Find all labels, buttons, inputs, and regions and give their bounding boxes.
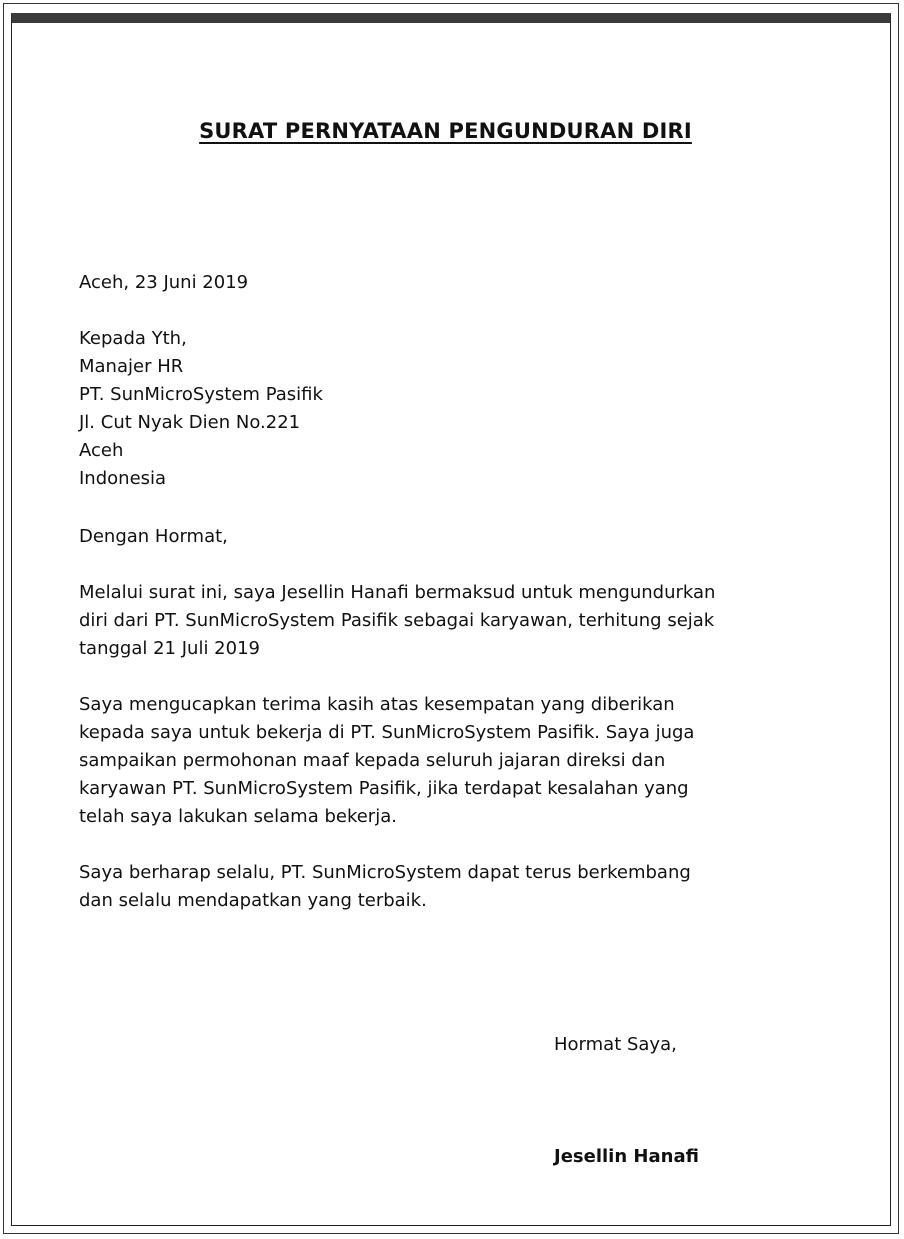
salutation-block bbox=[79, 523, 228, 551]
paragraph-line: telah saya lakukan selama bekerja. bbox=[79, 806, 397, 827]
paragraph-line: sampaikan permohonan maaf kepada seluruh jajaran direksi dan bbox=[79, 750, 666, 771]
paragraph-line: Melalui surat ini, saya Jesellin Hanafi bermaksud untuk mengundurkan bbox=[79, 582, 716, 603]
paragraph-line: kepada saya untuk bekerja di PT. SunMicroSystem Pasifik. Saya juga bbox=[79, 722, 695, 743]
recipient-line: PT. SunMicroSystem Pasifik bbox=[79, 384, 323, 405]
closing-greeting: Hormat Saya, bbox=[554, 1034, 677, 1055]
paragraph-line: tanggal 21 Juli 2019 bbox=[79, 638, 260, 659]
recipient-line: Aceh bbox=[79, 440, 124, 461]
recipient-address bbox=[79, 325, 323, 493]
date-line-block bbox=[79, 269, 248, 297]
letter-title: SURAT PERNYATAAN PENGUNDURAN DIRI bbox=[199, 119, 692, 143]
recipient-line: Kepada Yth, bbox=[79, 328, 187, 349]
paragraph-line: karyawan PT. SunMicroSystem Pasifik, jika terdapat kesalahan yang bbox=[79, 778, 689, 799]
paragraph-thanks bbox=[79, 691, 694, 831]
salutation: Dengan Hormat, bbox=[79, 526, 228, 547]
recipient-line: Manajer HR bbox=[79, 356, 184, 377]
recipient-line: Indonesia bbox=[79, 468, 167, 489]
paragraph-resignation bbox=[79, 579, 715, 663]
signature-name: Jesellin Hanafi bbox=[554, 1146, 699, 1167]
paragraph-line: Saya berharap selalu, PT. SunMicroSystem dapat terus berkembang bbox=[79, 862, 691, 883]
paragraph-line: dan selalu mendapatkan yang terbaik. bbox=[79, 890, 427, 911]
date-line: Aceh, 23 Juni 2019 bbox=[79, 272, 249, 293]
paragraph-line: Saya mengucapkan terima kasih atas kesempatan yang diberikan bbox=[79, 694, 675, 715]
document-page bbox=[11, 13, 891, 1226]
recipient-line: Jl. Cut Nyak Dien No.221 bbox=[79, 412, 301, 433]
paragraph-wishes bbox=[79, 859, 691, 915]
paragraph-line: diri dari PT. SunMicroSystem Pasifik sebagai karyawan, terhitung sejak bbox=[79, 610, 715, 631]
